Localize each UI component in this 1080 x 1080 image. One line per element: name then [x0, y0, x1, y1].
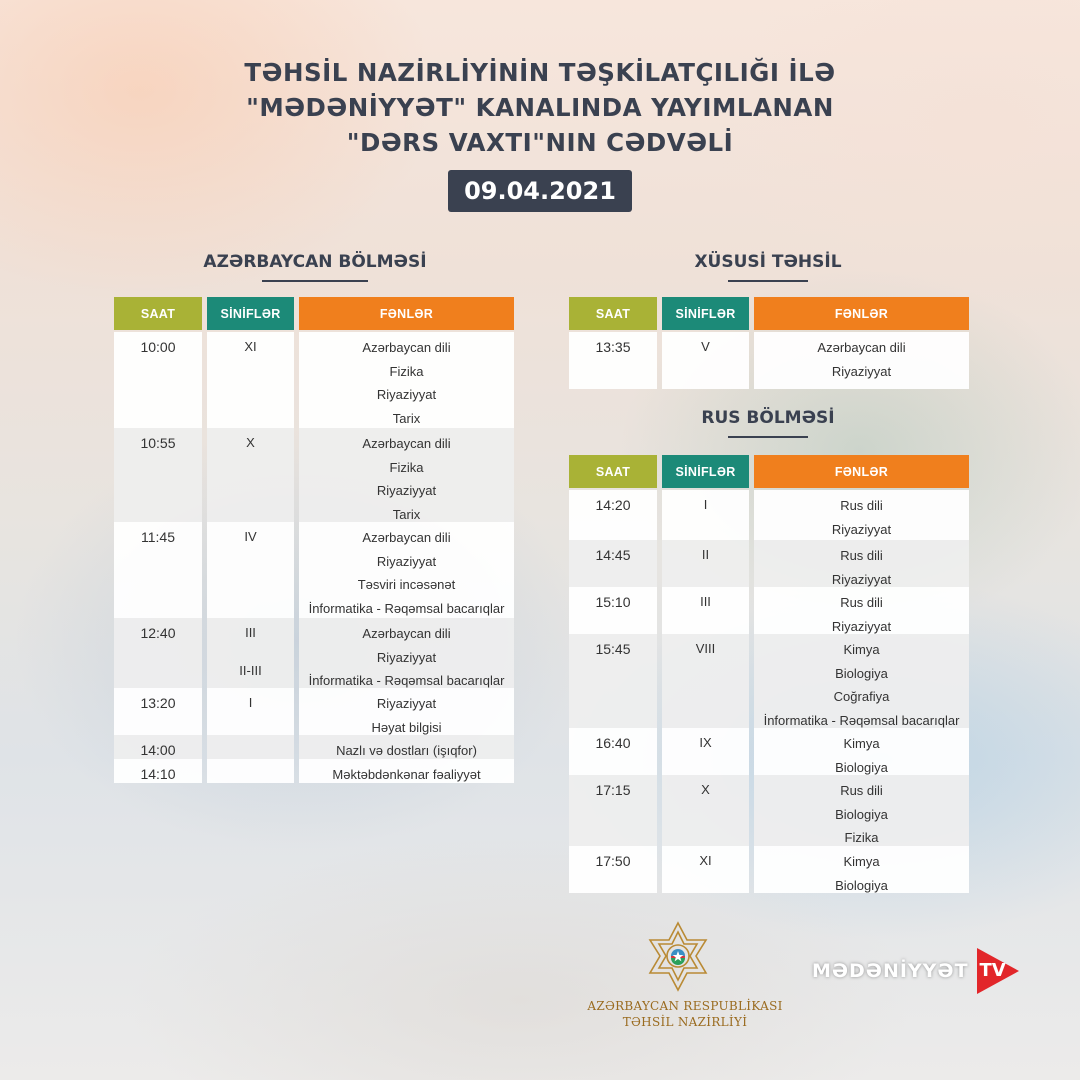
subject-item: Biologiya [835, 877, 888, 893]
subject-item: Kimya [843, 736, 880, 751]
class-label: V [701, 339, 710, 354]
subject-item: Biologiya [835, 665, 888, 681]
subjects-cell [299, 688, 514, 735]
class-cell [662, 587, 749, 634]
subject-item: Riyaziyyat [831, 521, 892, 537]
rus-heading-underline [728, 436, 808, 438]
subjects-cell [754, 634, 969, 728]
class-cell [662, 728, 749, 775]
subjects-cell [754, 332, 969, 389]
subject-item: Riyaziyyat [831, 363, 892, 379]
class-label: VIII [695, 641, 716, 656]
xususi-section-heading [618, 252, 918, 282]
time-cell: 10:55 [114, 428, 202, 522]
tv-badge-icon [971, 946, 1021, 996]
medeniyyet-tv-logo [812, 946, 1021, 996]
subject-item: Riyaziyyat [376, 387, 437, 402]
ministry-name [560, 998, 810, 1030]
xususi-section-title: XÜSUSİ TƏHSİL [694, 252, 842, 272]
subject-item: Azərbaycan dili [362, 626, 451, 641]
subject-item: Biologiya [835, 806, 888, 822]
subject-item: Riyaziyyat [376, 696, 437, 711]
class-label: IX [699, 735, 712, 750]
table-row [569, 634, 969, 728]
subject-item: Rus dili [840, 498, 883, 513]
class-label: III [245, 625, 256, 640]
table-body [114, 332, 514, 783]
class-label: X [246, 435, 255, 450]
class-cell [207, 332, 294, 428]
class-cell [662, 846, 749, 893]
table-row [114, 759, 514, 783]
class-label: XI [244, 339, 257, 354]
date-badge: 09.04.2021 [448, 170, 632, 212]
subjects-cell [754, 540, 969, 587]
time-cell: 15:45 [569, 634, 657, 728]
header-saat: SAAT [569, 297, 657, 330]
subject-item: İnformatika - Rəqəmsal bacarıqlar [308, 600, 505, 616]
class-label: XI [699, 853, 712, 868]
class-cell [207, 759, 294, 783]
table-row [114, 522, 514, 618]
subjects-cell [754, 846, 969, 893]
header-fenler: FƏNLƏR [754, 297, 969, 330]
subjects-cell [754, 490, 969, 540]
class-cell [207, 522, 294, 618]
time-cell: 11:45 [114, 522, 202, 618]
class-cell [207, 735, 294, 759]
header-sinifler: SİNİFLƏR [207, 297, 294, 330]
class-cell [207, 688, 294, 735]
table-row [114, 428, 514, 522]
subject-item: Riyaziyyat [376, 483, 437, 498]
table-body [569, 332, 969, 389]
subject-item: Fizika [844, 830, 879, 845]
subject-item: Riyaziyyat [376, 649, 437, 665]
title-line-2: "MƏDƏNİYYƏT" KANALINDA YAYIMLANAN [246, 93, 834, 122]
subject-item: Azərbaycan dili [817, 340, 906, 355]
azerbaycan-section-heading [165, 252, 465, 282]
class-label: X [701, 782, 710, 797]
table-row [114, 688, 514, 735]
xususi-schedule-table [569, 297, 969, 389]
subject-item: Kimya [843, 854, 880, 869]
time-cell: 14:45 [569, 540, 657, 587]
table-body [569, 490, 969, 893]
subject-item: Azərbaycan dili [362, 436, 451, 451]
table-row [114, 618, 514, 688]
subject-item: Fizika [389, 459, 424, 475]
class-cell [662, 490, 749, 540]
xususi-heading-underline [728, 280, 808, 282]
time-cell: 14:10 [114, 759, 202, 783]
subject-item: Coğrafiya [833, 689, 890, 704]
rus-section-heading [618, 408, 918, 438]
subject-item: Həyat bilgisi [371, 719, 442, 735]
class-label: I [703, 497, 708, 512]
subjects-cell [299, 428, 514, 522]
subject-item: Tarix [392, 506, 421, 522]
table-row [114, 735, 514, 759]
tv-badge-text: TV [979, 960, 1006, 981]
subject-item: İnformatika - Rəqəmsal bacarıqlar [308, 673, 505, 688]
time-cell: 14:20 [569, 490, 657, 540]
rus-schedule-table [569, 455, 969, 893]
subject-item: Məktəbdənkənar fəaliyyət [332, 767, 481, 782]
page-header [0, 55, 1080, 212]
subjects-cell [299, 522, 514, 618]
header-saat: SAAT [114, 297, 202, 330]
table-row [569, 490, 969, 540]
ministry-line-2: TƏHSİL NAZİRLİYİ [622, 1015, 748, 1029]
class-label: II [701, 547, 710, 562]
subject-item: Təsviri incəsənət [357, 577, 456, 592]
subject-item: Biologiya [835, 759, 888, 775]
table-header [569, 455, 969, 488]
class-cell [662, 540, 749, 587]
class-cell [662, 634, 749, 728]
table-row [569, 587, 969, 634]
tv-logo-word: MƏDƏNİYYƏT [812, 960, 969, 982]
table-row [569, 540, 969, 587]
azerbaycan-schedule-table [114, 297, 514, 783]
subject-item: Rus dili [840, 595, 883, 610]
class-label: I [248, 695, 253, 710]
table-row [569, 775, 969, 846]
subjects-cell [299, 735, 514, 759]
class-cell [662, 775, 749, 846]
subject-item: Riyaziyyat [831, 618, 892, 634]
header-sinifler: SİNİFLƏR [662, 455, 749, 488]
rus-section-title: RUS BÖLMƏSİ [701, 408, 835, 428]
subject-item: Kimya [843, 642, 880, 657]
subject-item: Fizika [389, 363, 424, 379]
subjects-cell [299, 618, 514, 688]
time-cell: 13:35 [569, 332, 657, 389]
table-row [569, 846, 969, 893]
time-cell: 14:00 [114, 735, 202, 759]
class-cell [207, 618, 294, 688]
class-cell [662, 332, 749, 389]
subjects-cell [754, 775, 969, 846]
subject-item: Tarix [392, 410, 421, 426]
subject-item: Azərbaycan dili [362, 530, 451, 545]
subjects-cell [299, 759, 514, 783]
title-line-3: "DƏRS VAXTI"NIN CƏDVƏLİ [346, 128, 734, 157]
azerbaycan-section-title: AZƏRBAYCAN BÖLMƏSİ [203, 252, 427, 272]
table-row [569, 332, 969, 389]
class-label: III [700, 594, 711, 609]
header-fenler: FƏNLƏR [754, 455, 969, 488]
class-label-secondary: II-III [239, 663, 262, 678]
header-sinifler: SİNİFLƏR [662, 297, 749, 330]
subject-item: Nazlı və dostları (işıqfor) [336, 743, 477, 758]
subject-item: İnformatika - Rəqəmsal bacarıqlar [763, 712, 960, 728]
header-fenler: FƏNLƏR [299, 297, 514, 330]
time-cell: 12:40 [114, 618, 202, 688]
table-row [569, 728, 969, 775]
title-line-1: TƏHSİL NAZİRLİYİNİN TƏŞKİLATÇILIĞI İLƏ [244, 58, 836, 87]
azerbaycan-heading-underline [262, 280, 368, 282]
table-row [114, 332, 514, 428]
table-header [569, 297, 969, 330]
subjects-cell [754, 587, 969, 634]
time-cell: 17:15 [569, 775, 657, 846]
subject-item: Rus dili [840, 783, 883, 798]
subject-item: Riyaziyyat [831, 571, 892, 587]
time-cell: 15:10 [569, 587, 657, 634]
subject-item: Riyaziyyat [376, 553, 437, 569]
subjects-cell [754, 728, 969, 775]
time-cell: 16:40 [569, 728, 657, 775]
subject-item: Azərbaycan dili [362, 340, 451, 355]
subject-item: Rus dili [840, 548, 883, 563]
time-cell: 13:20 [114, 688, 202, 735]
class-cell [207, 428, 294, 522]
subjects-cell [299, 332, 514, 428]
time-cell: 10:00 [114, 332, 202, 428]
ministry-line-1: AZƏRBAYCAN RESPUBLİKASI [587, 999, 783, 1013]
class-label: IV [244, 529, 257, 544]
table-header [114, 297, 514, 330]
header-saat: SAAT [569, 455, 657, 488]
time-cell: 17:50 [569, 846, 657, 893]
ministry-emblem-icon [640, 920, 716, 1001]
